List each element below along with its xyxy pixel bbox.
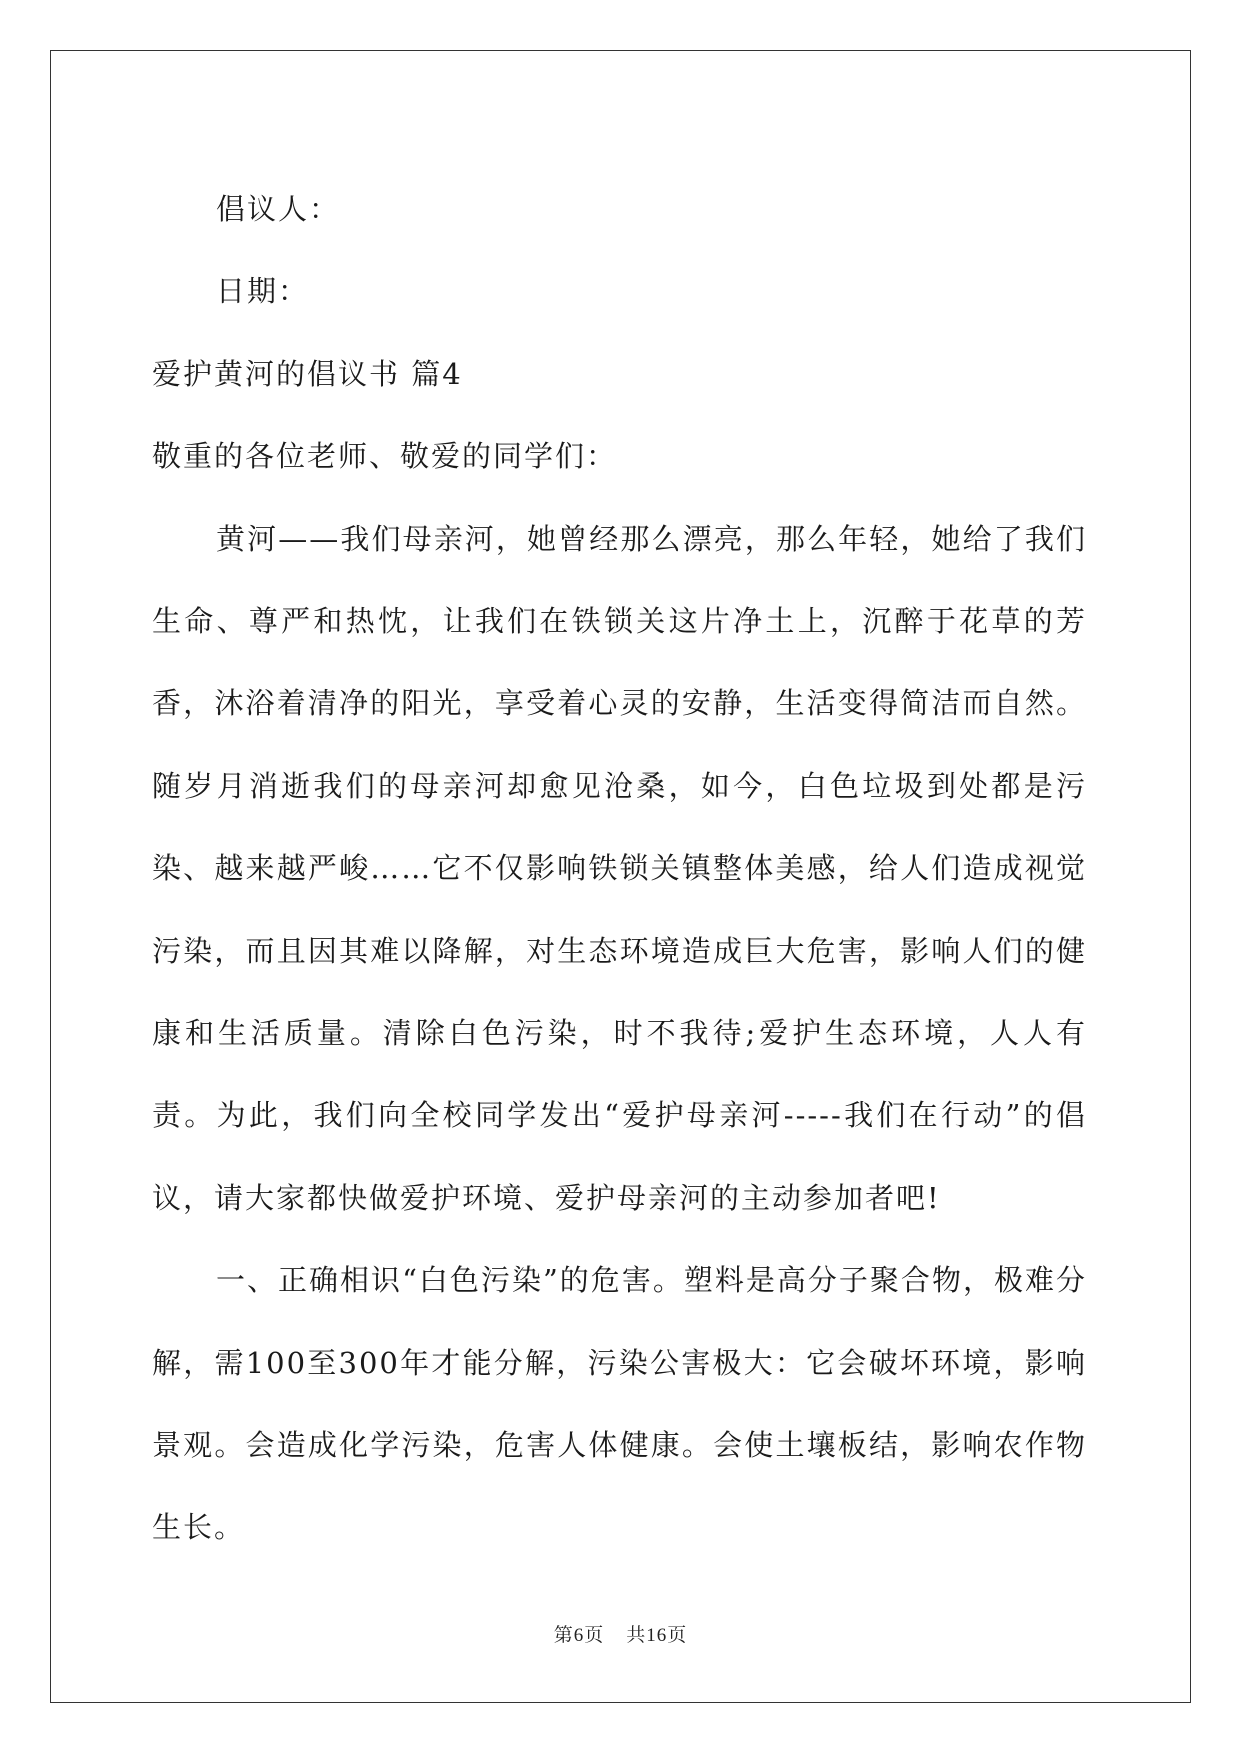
- page-prefix: 第: [553, 1624, 574, 1646]
- page-number: 6: [573, 1625, 585, 1646]
- date-label: 日期：: [216, 274, 310, 309]
- initiator-label: 倡议人：: [216, 192, 341, 226]
- page-footer: [0, 1620, 1241, 1647]
- body-paragraph: 黄河——我们母亲河，她曾经那么漂亮，那么年轻，她给了我们生命、尊严和热忱，让我们在铁锁关这片净土上，沉醉于花草的芳香，沐浴着清净的阳光，享受着心灵的安静，生活变得简洁而自然。随岁月消逝我们的母亲河却愈见沧桑，如今，白色垃圾到处都是污染、越来越严峻……它不仅影响铁锁关镇整体美感，给人们造成视觉污染，而且因其难以降解，对生态环境造成巨大危害，影响人们的健康和生活质量。清除白色污染，时不我待;爱护生态环境，人人有责。为此，我们向全校同学发出“爱护母亲河-----我们在行动”的倡议，请大家都快做爱护环境、爱护母亲河的主动参加者吧!: [152, 521, 1087, 1215]
- body-paragraph: 一、正确相识“白色污染”的危害。塑料是高分子聚合物，极难分解，需100至300年才能分解，污染公害极大：它会破坏环境，影响景观。会造成化学污染，危害人体健康。会使土壤板结，影响农作物生长。: [152, 1263, 1087, 1545]
- section-title: 爱护黄河的倡议书 篇4: [152, 356, 463, 391]
- total-suffix: 页: [667, 1624, 688, 1646]
- page-total: 16: [646, 1625, 668, 1646]
- document-body: [152, 168, 1087, 1569]
- salutation: 敬重的各位老师、敬爱的同学们：: [152, 439, 618, 474]
- page-suffix: 页: [584, 1624, 605, 1646]
- total-prefix: 共: [626, 1624, 647, 1646]
